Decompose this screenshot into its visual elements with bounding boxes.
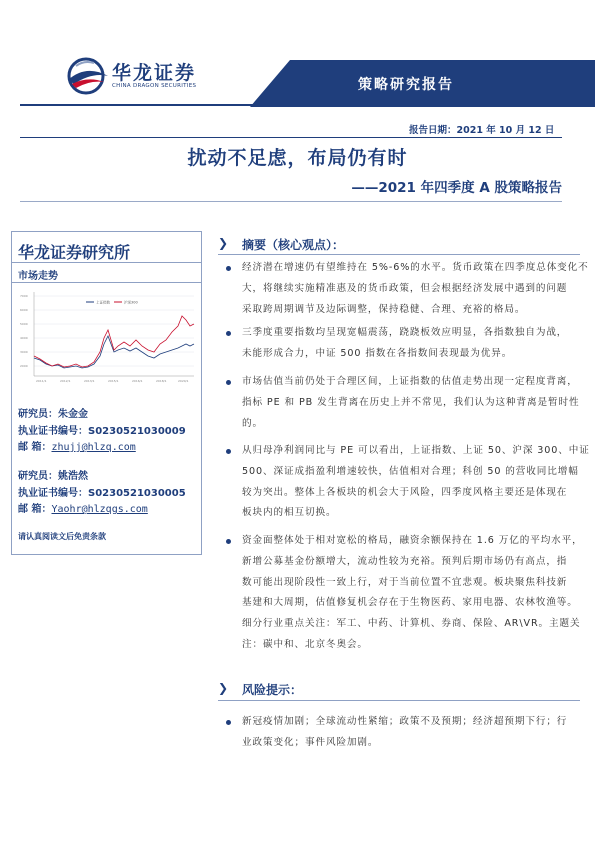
report-subtitle: ——2021 年四季度 A 股策略报告 <box>351 180 562 196</box>
chart-y-ticks <box>20 294 28 368</box>
paragraph-line: 采取跨周期调节及边际调整，保持稳健、合理、充裕的格局。 <box>242 303 526 315</box>
market-trend-chart <box>16 286 199 390</box>
paragraph-line: 的。 <box>242 417 263 429</box>
paragraph-line: 板块内的相互切换。 <box>242 507 337 519</box>
analyst-1-name: 研究员：朱金金 <box>18 409 88 420</box>
report-date: 报告日期：2021 年 10 月 12 日 <box>409 125 555 136</box>
sidebar-rule <box>12 262 201 263</box>
paragraph-line: 市场估值当前仍处于合理区间，上证指数的估值走势出现一定程度背离， <box>242 376 578 387</box>
analyst-2-cert: 执业证书编号：S0230521030005 <box>18 488 186 499</box>
paragraph-line: 大，将继续实施精准惠及的货币政策，但会根据经济发展中遇到的问题 <box>242 282 568 294</box>
title-rule <box>20 201 562 202</box>
svg-text:3000: 3000 <box>20 350 28 354</box>
paragraph-line: 三季度重要指数均呈现宽幅震荡，跷跷板效应明显，各指数独自为战， <box>242 327 568 338</box>
bullet-icon <box>226 331 231 336</box>
chart-gridlines <box>34 296 194 366</box>
analyst-2-email-link[interactable]: Yaohr@hlzqgs.com <box>51 504 148 515</box>
institute-name: 华龙证券研究所 <box>18 243 131 262</box>
double-chevron-icon: ❯ <box>218 236 229 250</box>
svg-text:5000: 5000 <box>20 322 28 326</box>
brand-name-cn: 华龙证券 <box>112 62 197 84</box>
paragraph-line: 500、深证成指盈利增速较快，估值相对合理；科创 50 的营收同比增幅 <box>242 465 579 477</box>
analyst-1-cert: 执业证书编号：S0230521030009 <box>18 426 186 437</box>
svg-text:上证指数: 上证指数 <box>96 300 110 305</box>
paragraph-line: 新冠疫情加剧；全球流动性紧缩；政策不及预期；经济超预期下行；行 <box>242 716 568 727</box>
disclaimer-note: 请认真阅读文后免责条款 <box>18 532 106 541</box>
paragraph-line: 注：碳中和、北京冬奥会。 <box>242 639 368 650</box>
svg-text:2011/1: 2011/1 <box>36 379 47 383</box>
svg-text:7000: 7000 <box>20 294 28 298</box>
bullet-icon <box>226 266 231 271</box>
svg-text:2018/1: 2018/1 <box>156 379 167 383</box>
header-rule <box>20 104 595 106</box>
paragraph-line: 未能形成合力，中证 500 指数在各指数间表现最为优异。 <box>242 347 513 359</box>
paragraph-line: 新增公募基金份额增大，流动性较为充裕。预判后期市场仍有高点，指 <box>242 555 568 567</box>
svg-text:2015/1: 2015/1 <box>108 379 119 383</box>
chart-x-ticks <box>36 379 189 383</box>
paragraph-line: 指标 PE 和 PB 发生背离在历史上并不常见，我们认为这种背离是暂时性 <box>242 396 580 408</box>
risk-rule <box>218 700 580 701</box>
dragon-logo-icon <box>64 54 112 98</box>
paragraph-line: 经济潜在增速仍有望维持在 5%-6%的水平。货币政策在四季度总体变化不 <box>242 262 589 273</box>
svg-text:2013/1: 2013/1 <box>84 379 95 383</box>
sidebar-rule <box>12 282 201 283</box>
analyst-2-email-row: 邮 箱：Yaohr@hlzqgs.com <box>18 504 148 515</box>
report-type-label: 策略研究报告 <box>358 77 454 93</box>
svg-text:2000: 2000 <box>20 364 28 368</box>
svg-text:沪深300: 沪深300 <box>124 300 138 305</box>
analyst-1-email-link[interactable]: zhujj@hlzq.com <box>51 442 136 453</box>
report-title: 扰动不足虑，布局仍有时 <box>187 147 408 169</box>
summary-rule <box>218 254 580 255</box>
brand-name-en: CHINA DRAGON SECURITIES <box>112 83 197 89</box>
svg-text:2020/1: 2020/1 <box>178 379 189 383</box>
chart-legend <box>86 300 138 305</box>
date-rule <box>20 137 562 138</box>
paragraph-line: 资金面整体处于相对宽松的格局，融资余额保持在 1.6 万亿的平均水平， <box>242 535 583 546</box>
svg-text:2012/1: 2012/1 <box>60 379 71 383</box>
paragraph-line: 细分行业重点关注：军工、中药、计算机、券商、保险、AR\VR。主题关 <box>242 618 581 630</box>
analyst-2-name: 研究员：姚浩然 <box>18 471 88 482</box>
paragraph-line: 基建和大周期，估值修复机会存在于生物医药、家用电器、农林牧渔等。 <box>242 597 578 609</box>
svg-text:4000: 4000 <box>20 336 28 340</box>
paragraph-line: 从归母净利润同比与 PE 可以看出，上证指数、上证 50、沪深 300、中证 <box>242 445 590 456</box>
analyst-1-email-row: 邮 箱：zhujj@hlzq.com <box>18 442 136 453</box>
market-trend-label: 市场走势 <box>18 271 58 282</box>
paragraph-line: 较为突出。整体上各板块的机会大于风险，四季度风格主要还是体现在 <box>242 486 568 498</box>
svg-text:6000: 6000 <box>20 308 28 312</box>
paragraph-line: 数可能出现阶段性一致上行，对于当前位置不宜悲观。板块聚焦科技新 <box>242 576 568 588</box>
bullet-icon <box>226 380 231 385</box>
double-chevron-icon: ❯ <box>218 681 229 695</box>
series-line-hs300 <box>34 316 194 367</box>
bullet-icon <box>226 539 231 544</box>
bullet-icon <box>226 449 231 454</box>
risk-heading: 风险提示： <box>242 683 303 697</box>
svg-text:2016/1: 2016/1 <box>132 379 143 383</box>
paragraph-line: 业政策变化；事件风险加剧。 <box>242 736 379 748</box>
summary-heading: 摘要（核心观点）： <box>242 238 345 252</box>
bullet-icon <box>226 720 231 725</box>
